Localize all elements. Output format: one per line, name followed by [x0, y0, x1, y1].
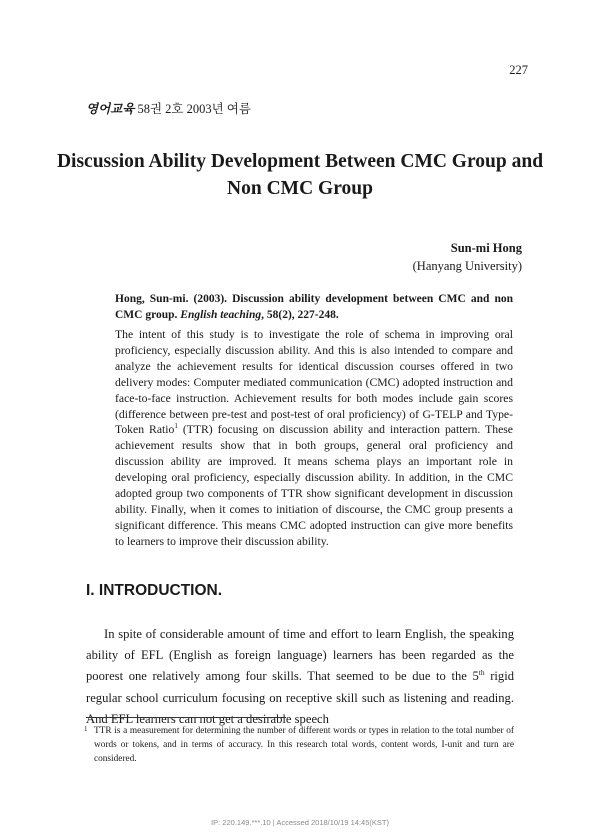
- footnote-mark: 1: [84, 725, 88, 733]
- citation-prefix: Hong, Sun-mi. (2003). Discussion ability development between CMC and non CMC group.: [115, 293, 513, 321]
- citation: [115, 291, 513, 323]
- author-affiliation: (Hanyang University): [412, 259, 522, 273]
- journal-name: 영어교육: [86, 102, 135, 116]
- access-watermark: IP: 220.149.***.10 | Accessed 2018/10/19 14:45(KST): [211, 818, 389, 827]
- abstract: [115, 327, 513, 550]
- intro-paragraph: [86, 624, 514, 730]
- journal-volume-issue: 58권 2호 2003년 여름: [137, 102, 251, 116]
- citation-journal: English teaching: [180, 309, 262, 321]
- footnote: [86, 724, 514, 766]
- citation-suffix: , 58(2), 227-248.: [261, 309, 339, 321]
- author-name: Sun-mi Hong: [450, 241, 522, 255]
- footnote-reference: 1: [174, 422, 178, 431]
- ordinal-superscript: th: [478, 668, 485, 678]
- section-heading: I. INTRODUCTION.: [86, 582, 223, 599]
- journal-header: [86, 99, 251, 117]
- footnote-text: TTR is a measurement for determining the number of different words or types in relation to the total number of words or tokens, and in terms of accuracy. In this research total words, content words, I-unit and turn are considered.: [94, 726, 514, 764]
- intro-text-part1: In spite of considerable amount of time and effort to learn English, the speaking ability of EFL (English as foreign language) learners has been regarded as the poorest one relatively among four skills. That seemed to be due to the 5: [86, 627, 514, 684]
- intro-text-part2: rigid regular school curriculum focusing on receptive skill such as listening and reading. And EFL learners can not get a desirable speech: [86, 669, 514, 726]
- paper-title: Discussion Ability Development Between CMC Group and Non CMC Group: [56, 151, 544, 199]
- abstract-text-part1: The intent of this study is to investigate the role of schema in improving oral proficiency, especially discussion ability. And this is also intended to compare and analyze the achievement results for identical discussion courses offered in two delivery modes: Computer mediated communication (CMC) adopted instruction and face-to-face instruction. Achievement results for both modes include gain scores (difference between pre-test and post-test of oral proficiency) of G-TELP and Type-Token Ratio: [115, 328, 513, 437]
- abstract-text-part2: (TTR) focusing on discussion ability and interaction pattern. These achievement results show that in both groups, general oral proficiency and discussion ability are improved. It means schema plays an important role in developing oral proficiency, especially discussion ability. In addition, in the CMC adopted group two components of TTR show significant development in discussion ability. Finally, when it comes to initiation of discourse, the CMC group presents a significant difference. This means CMC adopted instruction can give more benefits to learners to improve their discussion ability.: [115, 423, 513, 548]
- footnote-divider: [86, 717, 286, 718]
- page-number: 227: [509, 63, 528, 77]
